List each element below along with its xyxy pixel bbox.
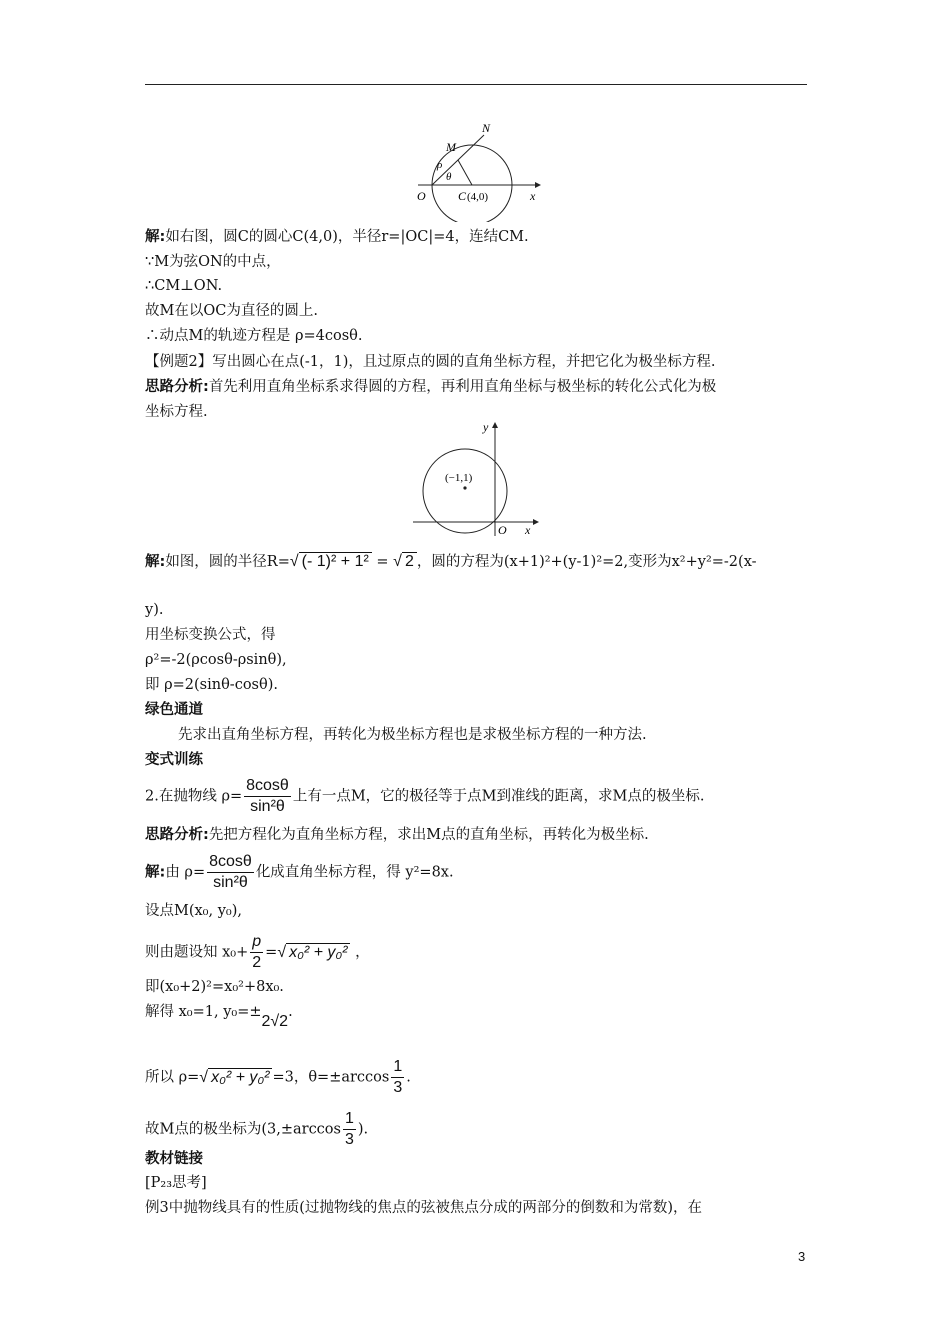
label-C: C: [458, 189, 467, 203]
figure-circle-origin: [405, 418, 545, 540]
label-x2: x: [525, 523, 531, 537]
solve-label: 解:: [145, 229, 166, 245]
s2-line2: y).: [145, 602, 164, 618]
label-y: y: [483, 420, 489, 434]
label-O2: O: [498, 523, 507, 537]
example2-analysis: 思路分析:首先利用直角坐标系求得圆的方程，再利用直角坐标与极坐标的转化公式化为极: [145, 379, 717, 395]
s2-line4: ρ²=-2(ρcosθ-ρsinθ),: [145, 652, 287, 668]
label-M: M: [446, 140, 456, 154]
label-x: x: [530, 189, 536, 203]
page-number: 3: [798, 1249, 806, 1264]
textbook-ref: [P₂₃思考]: [145, 1175, 207, 1191]
s1-line4: 故M在以OC为直径的圆上.: [145, 303, 318, 319]
example2-analysis-cont: 坐标方程.: [145, 404, 208, 420]
s1-line3: ∴CM⊥ON.: [145, 278, 223, 294]
s2-line1: 解:如图，圆的半径R=√ (- 1)² + 1² = √ 2 ，圆的方程为(x+1)²+(y-1)²=2,变形为x²+y²=-2(x-: [145, 553, 757, 570]
variant-analysis: 思路分析:先把方程化为直角坐标方程，求出M点的直角坐标，再转化为极坐标.: [145, 827, 649, 843]
variant-l2: 则由题设知 x₀+ $\frac{p}{2}$ =√ x₀² + y₀² ，: [145, 933, 370, 971]
variant-l1: 设点M(x₀, y₀),: [145, 903, 242, 919]
variant-l6: 故M点的极坐标为(3,±arccos $\frac{1}{3}$ ).: [145, 1110, 369, 1148]
s2-line3: 用坐标变换公式，得: [145, 627, 276, 643]
label-O: O: [417, 189, 426, 203]
header-rule: [145, 84, 807, 85]
textbook-text: 例3中抛物线具有的性质(过抛物线的焦点的弦被焦点分成的两部分的倒数和为常数)，在: [145, 1200, 703, 1216]
figure-circle-oc: [400, 118, 550, 222]
label-N: N: [482, 121, 491, 135]
green-title: 绿色通道: [145, 702, 203, 718]
variant-l4: 解得 x₀=1, y₀=±2√2.: [145, 1004, 293, 1030]
s1-line5: ∴动点M的轨迹方程是 ρ=4cosθ.: [145, 328, 363, 344]
variant-l5: 所以 ρ=√ x₀² + y₀² =3，θ=±arccos $\frac{1}{3}$ .: [145, 1058, 411, 1096]
variant-question: 2.在抛物线 ρ= $\frac{8\cos\theta}{\text{sin²θ}}$ 上有一点M，它的极径等于点M到准线的距离，求M点的极坐标.: [145, 777, 705, 815]
label-center: (−1,1): [445, 472, 473, 484]
variant-solve: 解:由 ρ= $\frac{8\cos\theta}{\text{sin²θ}}$ 化成直角坐标方程，得 y²=8x.: [145, 853, 454, 891]
label-theta: θ: [446, 171, 452, 183]
textbook-title: 教材链接: [145, 1151, 203, 1167]
variant-l3: 即(x₀+2)²=x₀²+8x₀.: [145, 979, 284, 995]
example2-title: 【例题2】写出圆心在点(-1，1)，且过原点的圆的直角坐标方程，并把它化为极坐标方程.: [145, 354, 716, 370]
s2-line5: 即 ρ=2(sinθ-cosθ).: [145, 677, 278, 693]
sqrt-radius: √ (- 1)² + 1²: [290, 553, 372, 571]
label-rho: ρ: [437, 159, 443, 171]
frac-8cos: $\frac{8\cos\theta}{\text{sin²θ}}$: [246, 777, 289, 815]
green-text: 先求出直角坐标方程，再转化为极坐标方程也是求极坐标方程的一种方法.: [178, 727, 647, 743]
s1-line2: ∵M为弦ON的中点，: [145, 254, 281, 270]
s1-line1: 解:如右图，圆C的圆心C(4,0)，半径r=|OC|=4，连结CM.: [145, 229, 529, 245]
label-C-coord: (4,0): [467, 191, 489, 203]
variant-title: 变式训练: [145, 752, 203, 768]
